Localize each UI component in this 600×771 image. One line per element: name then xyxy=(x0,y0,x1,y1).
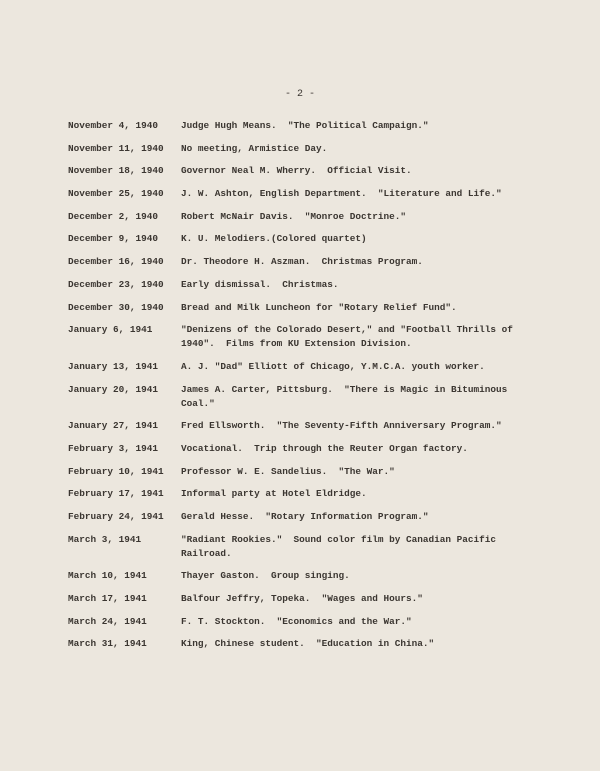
list-item xyxy=(68,533,548,561)
list-item xyxy=(68,419,548,433)
entry-date: November 18, 1940 xyxy=(68,165,164,177)
entry-date: March 31, 1941 xyxy=(68,638,147,650)
list-item xyxy=(68,119,548,133)
list-item xyxy=(68,142,548,156)
list-item xyxy=(68,187,548,201)
list-item xyxy=(68,442,548,456)
entry-date: December 9, 1940 xyxy=(68,233,159,245)
entry-description: K. U. Melodiers.(Colored quartet) xyxy=(181,233,367,245)
list-item xyxy=(68,164,548,178)
entry-date: January 13, 1941 xyxy=(68,360,159,372)
entry-description: Judge Hugh Means. "The Political Campaign." xyxy=(181,120,429,131)
list-item xyxy=(68,510,548,524)
list-item xyxy=(68,301,548,315)
page-number: - 2 - xyxy=(284,89,315,100)
list-item xyxy=(68,569,548,583)
schedule-list xyxy=(68,119,548,660)
entry-description: "Radiant Rookies." Sound color film by Canadian Pacific Railroad. xyxy=(181,533,497,559)
list-item xyxy=(68,615,548,629)
list-item xyxy=(68,592,548,606)
entry-date: February 24, 1941 xyxy=(68,511,164,522)
entry-description: Thayer Gaston. Group singing. xyxy=(181,570,350,582)
entry-date: November 25, 1940 xyxy=(68,188,164,200)
list-item xyxy=(68,465,548,479)
list-item xyxy=(68,487,548,501)
entry-date: January 20, 1941 xyxy=(68,383,159,395)
list-item xyxy=(68,360,548,374)
entry-description: F. T. Stockton. "Economics and the War." xyxy=(181,615,412,627)
list-item xyxy=(68,323,548,351)
entry-date: December 2, 1940 xyxy=(68,210,159,222)
list-item xyxy=(68,278,548,292)
entry-description: "Denizens of the Colorado Desert," and "Football Thrills of 1940". Films from KU Extension Division. xyxy=(181,324,513,350)
entry-date: November 11, 1940 xyxy=(68,142,164,154)
entry-date: January 27, 1941 xyxy=(68,420,159,432)
entry-description: J. W. Ashton, English Department. "Literature and Life." xyxy=(181,188,502,200)
entry-description: Governor Neal M. Wherry. Official Visit. xyxy=(181,165,412,177)
entry-description: Professor W. E. Sandelius. "The War." xyxy=(181,465,395,477)
entry-description: Balfour Jeffry, Topeka. "Wages and Hours." xyxy=(181,593,423,605)
entry-description: Fred Ellsworth. "The Seventy-Fifth Anniversary Program." xyxy=(181,420,502,432)
entry-date: February 3, 1941 xyxy=(68,442,159,454)
entry-description: Robert McNair Davis. "Monroe Doctrine." xyxy=(181,210,407,222)
entry-date: March 17, 1941 xyxy=(68,593,147,605)
entry-description: Bread and Milk Luncheon for "Rotary Relief Fund". xyxy=(181,301,457,313)
entry-date: December 30, 1940 xyxy=(68,301,164,313)
entry-description: King, Chinese student. "Education in China." xyxy=(181,638,435,650)
entry-description: Early dismissal. Christmas. xyxy=(181,278,339,290)
entry-date: March 10, 1941 xyxy=(68,570,147,582)
entry-description: A. J. "Dad" Elliott of Chicago, Y.M.C.A. youth worker. xyxy=(181,360,485,372)
list-item xyxy=(68,383,548,411)
entry-date: February 10, 1941 xyxy=(68,465,164,477)
list-item xyxy=(68,637,548,651)
entry-date: February 17, 1941 xyxy=(68,488,164,500)
entry-description: Gerald Hesse. "Rotary Information Program." xyxy=(181,511,429,522)
entry-date: November 4, 1940 xyxy=(68,120,159,131)
list-item xyxy=(68,210,548,224)
entry-description: No meeting, Armistice Day. xyxy=(181,142,328,154)
entry-date: January 6, 1941 xyxy=(68,324,153,336)
entry-description: Informal party at Hotel Eldridge. xyxy=(181,488,367,500)
entry-description: James A. Carter, Pittsburg. "There is Magic in Bituminous Coal." xyxy=(181,383,508,409)
list-item xyxy=(68,255,548,269)
entry-date: December 16, 1940 xyxy=(68,256,164,268)
entry-description: Vocational. Trip through the Reuter Organ factory. xyxy=(181,442,468,454)
list-item xyxy=(68,232,548,246)
entry-description: Dr. Theodore H. Aszman. Christmas Program. xyxy=(181,256,423,268)
entry-date: March 24, 1941 xyxy=(68,615,147,627)
entry-date: December 23, 1940 xyxy=(68,278,164,290)
entry-date: March 3, 1941 xyxy=(68,533,142,545)
